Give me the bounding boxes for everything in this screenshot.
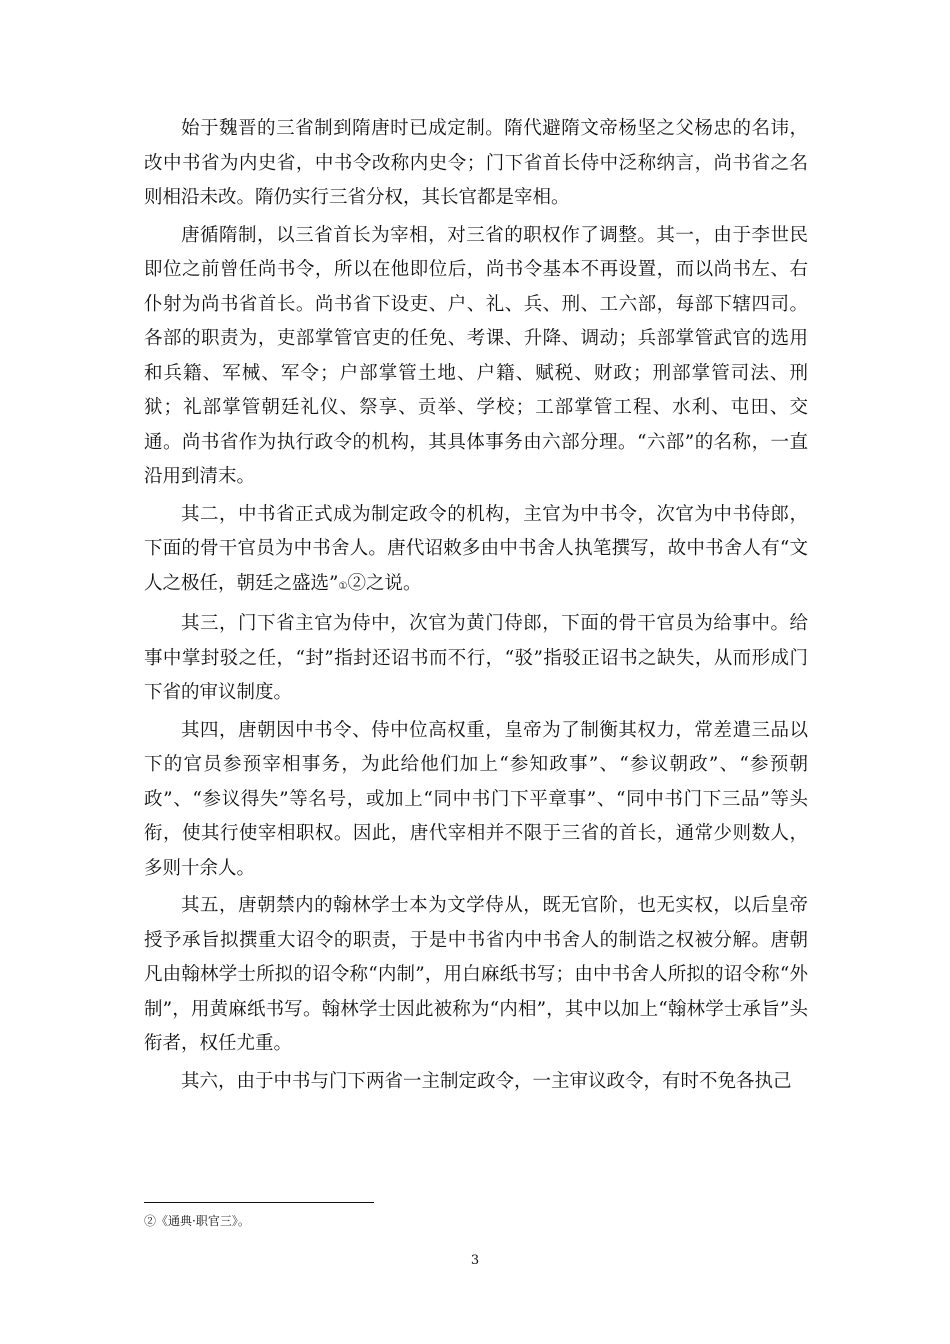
paragraph-3-text: 其二，中书省正式成为制定政令的机构，主官为中书令，次官为中书侍郎，下面的骨干官员为中书舍人。唐代诏敕多由中书舍人执笔撰写，故中书舍人有“文人之极任，朝廷之盛选”	[144, 503, 808, 594]
body-text	[144, 112, 808, 1102]
paragraph-6: 其五，唐朝禁内的翰林学士本为文学侍从，既无官阶，也无实权，以后皇帝授予承旨拟撰重大诏令的职责，于是中书省内中书舍人的制诰之权被分解。唐朝凡由翰林学士所拟的诏令称“内制”，用白麻纸书写；由中书舍人所拟的诏令称“外制”，用黄麻纸书写。翰林学士因此被称为“内相”，其中以加上“翰林学士承旨”头衔者，权任尤重。	[144, 895, 808, 1054]
paragraph-3-tail: 之说。	[365, 572, 422, 594]
footnote-ref-2: ②	[347, 572, 366, 594]
paragraph-4: 其三，门下省主官为侍中，次官为黄门侍郎，下面的骨干官员为给事中。给事中掌封驳之任，“封”指封还诏书而不行，“驳”指驳正诏书之缺失，从而形成门下省的审议制度。	[144, 613, 808, 703]
paragraph-5: 其四，唐朝因中书令、侍中位高权重，皇帝为了制衡其权力，常差遣三品以下的官员参预宰相事务，为此给他们加上“参知政事”、“参议朝政”、“参预朝政”、“参议得失”等名号，或加上“同中书门下平章事”、“同中书门下三品”等头衔，使其行使宰相职权。因此，唐代宰相并不限于三省的首长，通常少则数人，多则十余人。	[144, 719, 808, 879]
paragraph-2: 唐循隋制，以三省首长为宰相，对三省的职权作了调整。其一，由于李世民即位之前曾任尚书令，所以在他即位后，尚书令基本不再设置，而以尚书左、右仆射为尚书省首长。尚书省下设吏、户、礼、兵、刑、工六部，每部下辖四司。各部的职责为，吏部掌管官吏的任免、考课、升降、调动；兵部掌管武官的选用和兵籍、军械、军令；户部掌管土地、户籍、赋税、财政；刑部掌管司法、刑狱；礼部掌管朝廷礼仪、祭享、贡举、学校；工部掌管工程、水利、屯田、交通。尚书省作为执行政令的机构，其具体事务由六部分理。“六部”的名称，一直沿用到清末。	[144, 224, 808, 487]
paragraph-3	[144, 498, 808, 605]
footnote-divider	[144, 1202, 374, 1203]
paragraph-1: 始于魏晋的三省制到隋唐时已成定制。隋代避隋文帝杨坚之父杨忠的名讳，改中书省为内史省，中书令改称内史令；门下省首长侍中泛称纳言，尚书省之名则相沿未改。隋仍实行三省分权，其长官都是宰相。	[144, 118, 808, 208]
paragraph-7: 其六，由于中书与门下两省一主制定政令，一主审议政令，有时不免各执己	[181, 1070, 792, 1092]
footnote-ref-1: ①	[338, 580, 348, 592]
footnote: ②《通典·职官三》。	[144, 1214, 250, 1228]
page-number: 3	[470, 1253, 480, 1268]
